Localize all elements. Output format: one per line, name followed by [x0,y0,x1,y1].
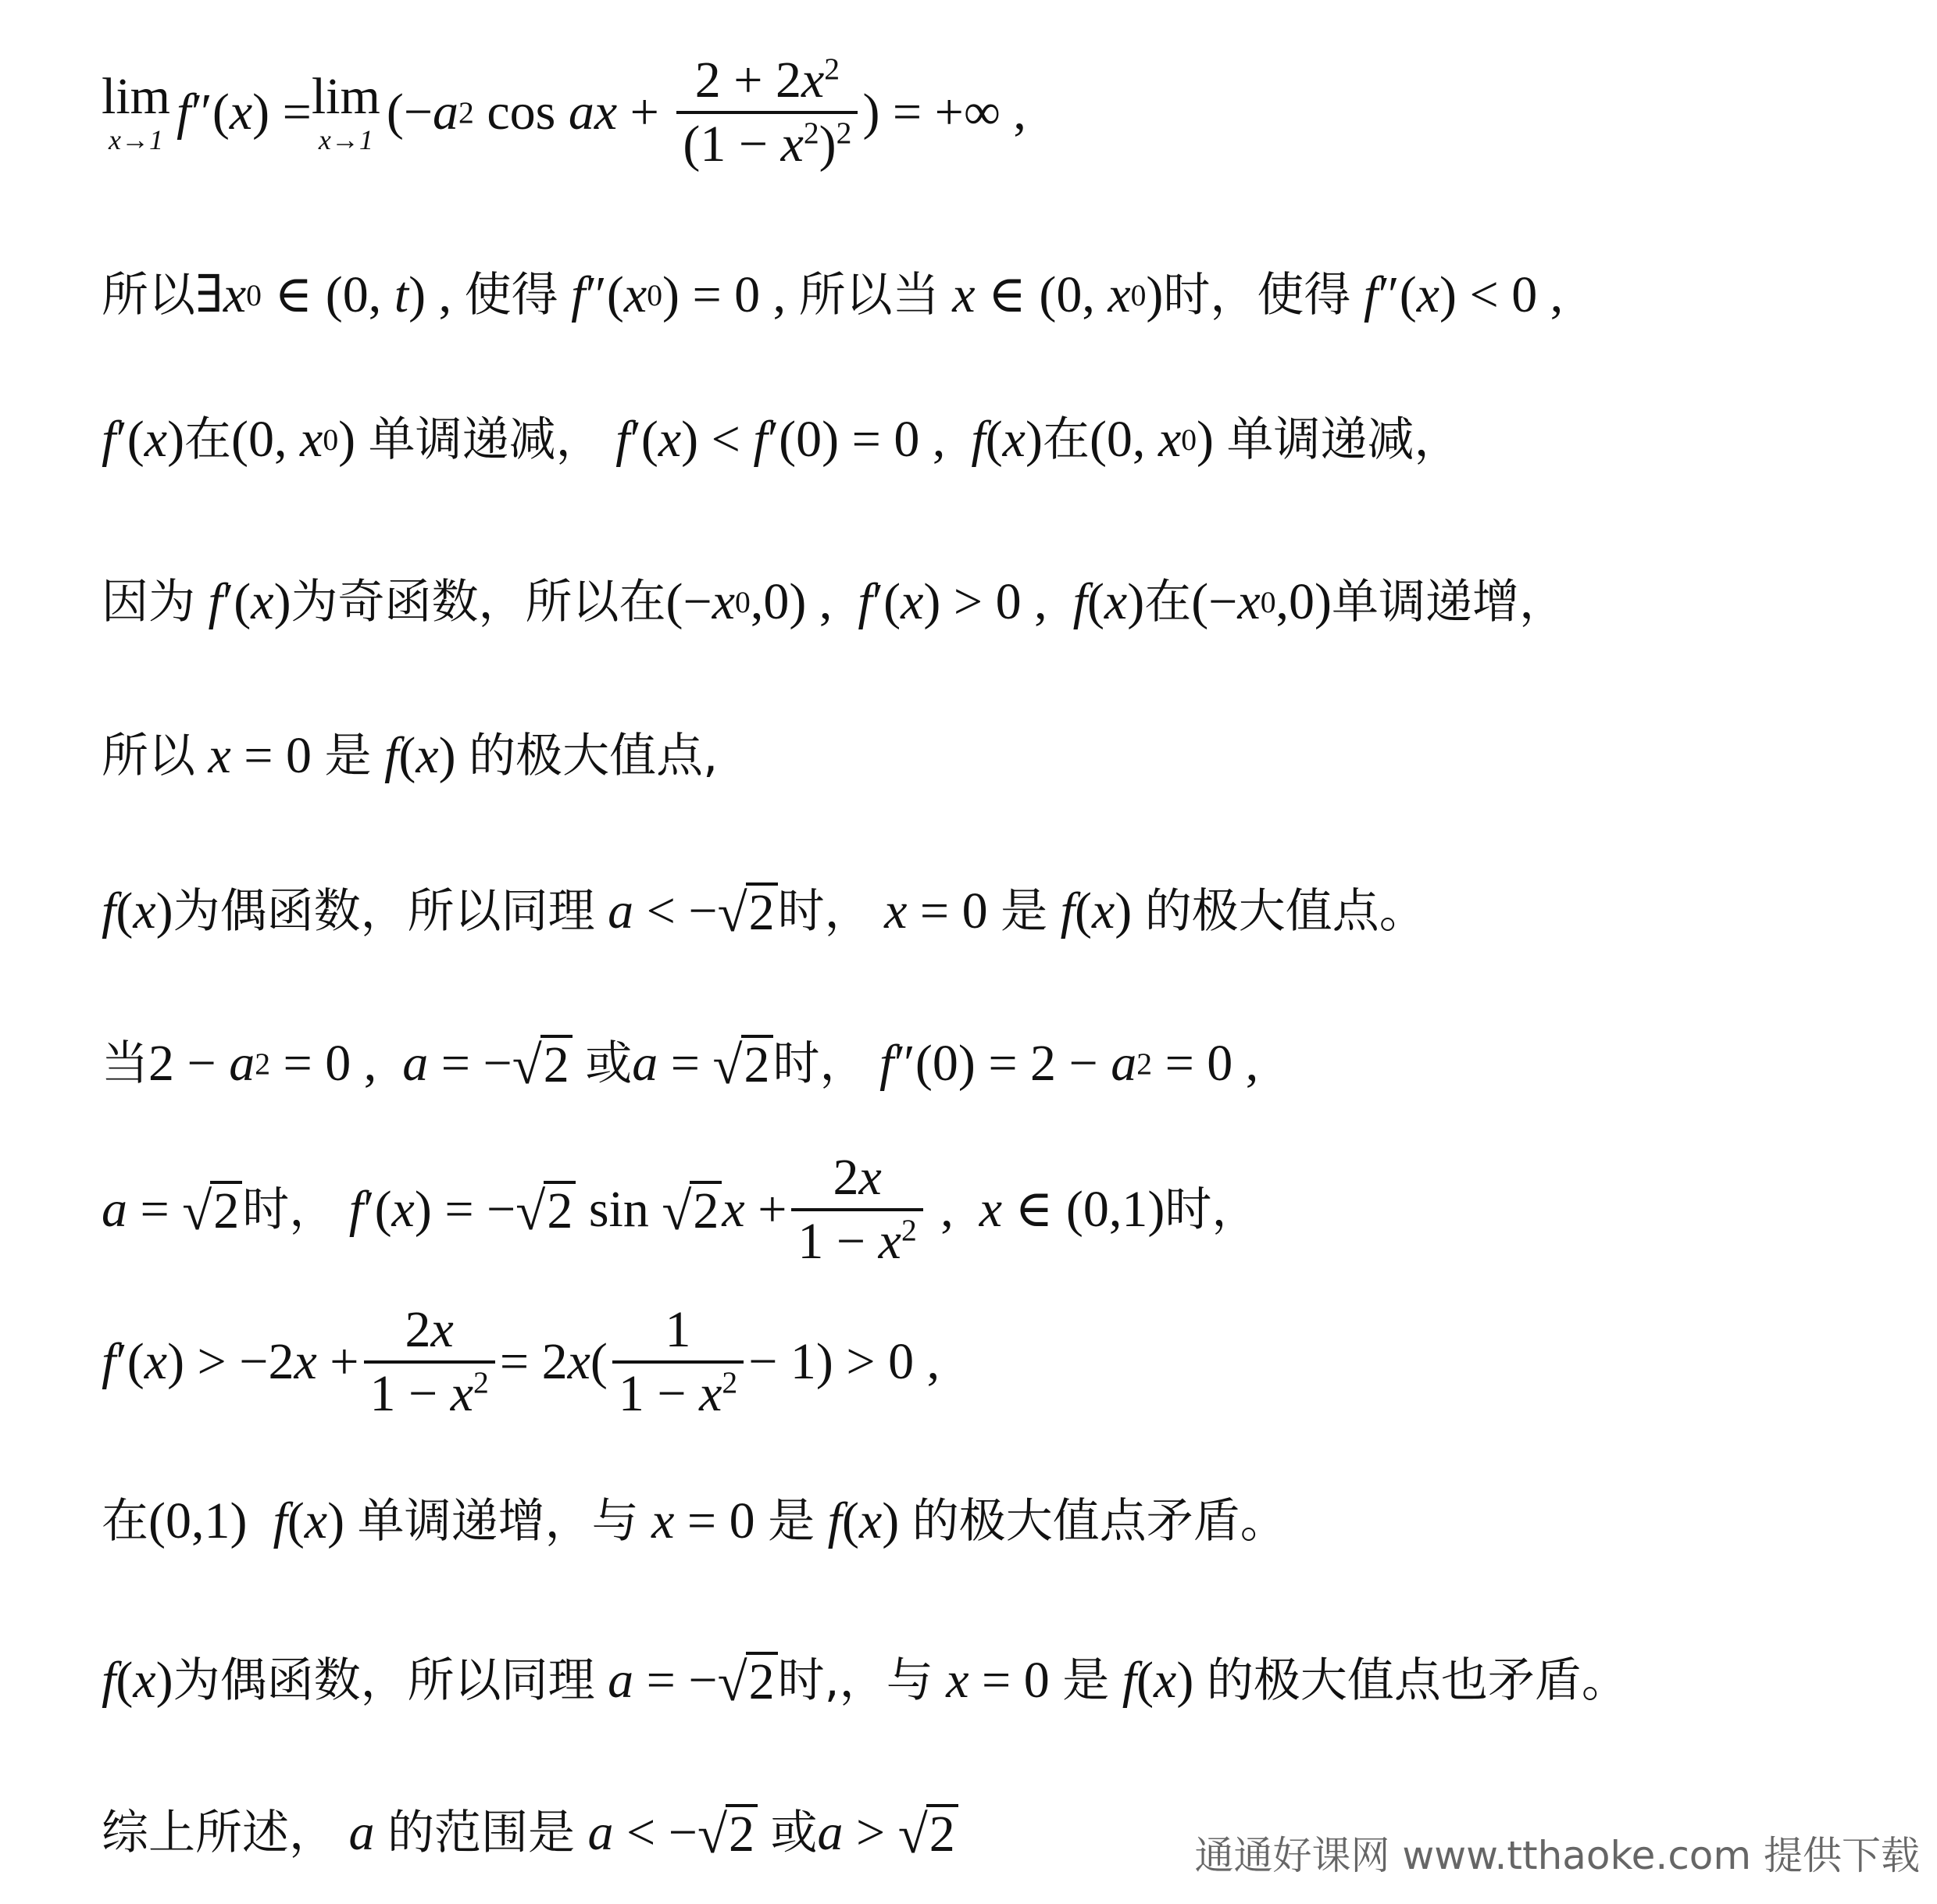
sqrt: √ 2 [718,882,778,940]
formula-line-1: lim x→1 f ″( x ) = lim x→1 (− a 2 cos ax + $\frac{2 + 2x^2}{(1 - x^2)^2}$ ) = +∞ , [102,52,1026,173]
text-fragment: 是 [768,1494,815,1549]
text-fragment: 也矛盾 [1440,1653,1582,1708]
sqrt: √ 2 [718,1652,778,1709]
text-fragment: 是 [324,729,372,783]
text-line-11: f ( x ) 为偶函数 ， 所以同理 a = − √ 2 时 ,， 与 x = 0 是 f ( x ) 的极大值点 也矛盾 。 [102,1651,1628,1712]
text-fragment: 综上所述 [102,1805,289,1860]
text-fragment: 单调递减 [1226,412,1414,467]
text-line-7: 当 2 − a 2 = 0 , a = − √ 2 或 a = √ 2 时 ， f ″(0) = 2 − a 2 = 0 , [102,1034,1259,1095]
sqrt: √ 2 [898,1804,958,1861]
text-line-3: f ′( x ) 在 (0, x 0 ) 单调递减 ， f ′( x ) < f ′(0) = 0 , f ( x ) 在 (0, x 0 ) 单调递减 ， [102,411,1461,468]
fraction: $\frac{2 + 2x^2}{(1 - x^2)^2}$ [676,55,858,170]
text-fragment: 在 [102,1494,148,1549]
text-fragment: 与 [591,1494,639,1549]
text-fragment: 所以同理 [407,883,595,939]
text-fragment: 矛盾 [1146,1494,1240,1549]
text-fragment: 当 [102,1036,148,1091]
text-fragment: 时 [1165,1182,1212,1237]
text-fragment: 在 [1042,412,1090,467]
text-fragment: 与 [886,1653,933,1708]
text-line-2: 所以 ∃ x 0 ∈ (0, t ) , 使得 f ″( x 0 ) = 0 , 所以当 x ∈ (0, x 0 ) 时 ， 使得 f ″( x ) < 0 , [102,266,1564,323]
sqrt: √ 2 [182,1181,242,1238]
fraction: $\frac{1}{1 - x^2}$ [612,1304,744,1420]
text-line-10: 在 (0,1) f ( x ) 单调递增 ， 与 x = 0 是 f ( x ) 的极大值点 矛盾 。 [102,1492,1287,1549]
text-fragment: 单调递增 [1331,575,1519,629]
sqrt: √ 2 [697,1804,758,1861]
text-fragment: 因为 [102,575,195,629]
text-fragment: 时 [242,1182,290,1237]
text-fragment: 为奇函数 [291,575,479,629]
text-line-5: 所以 x = 0 是 f ( x ) 的极大值点 , [102,727,719,784]
text-fragment: 所以同理 [407,1653,595,1708]
text-fragment: 单调递减 [368,412,556,467]
text-fragment: 时 [777,1653,825,1708]
text-fragment: 所以 [102,268,195,323]
text-fragment: 或 [585,1036,633,1091]
text-fragment: 是 [1062,1653,1110,1708]
text-fragment: 所以在 [525,575,666,629]
text-fragment: 单调递增 [357,1494,545,1549]
text-fragment: 所以当 [798,268,940,323]
text-fragment: 的极大值点 [911,1494,1147,1549]
text-fragment: 时 [777,883,825,939]
fraction: $\frac{2x}{1 - x^2}$ [791,1152,922,1268]
sqrt: √ 2 [662,1181,722,1238]
formula-line-9: f ′( x ) > −2 x + $\frac{2x}{1 - x^2}$ = 2 x ( $\frac{1}{1 - x^2}$ − 1) > 0 , [102,1301,940,1422]
text-fragment: 为偶函数 [173,883,361,939]
text-fragment: 为偶函数 [173,1653,361,1708]
text-fragment: 时 [1163,268,1211,323]
limit-operator: lim x→1 [311,68,380,155]
text-line-4: 因为 f ′( x ) 为奇函数 ， 所以在 (− x 0 ,0) , f ′( x ) > 0 , f ( x ) 在 (− x 0 ,0) 单调递增 ， [102,573,1566,630]
limit-operator: lim x→1 [102,68,171,155]
text-fragment: 在 [1144,575,1192,629]
text-fragment: 使得 [464,268,558,323]
text-fragment: 的极大值点 [1206,1653,1441,1708]
text-fragment: 时 [772,1036,820,1091]
text-fragment: 的极大值点 [1144,883,1379,939]
sqrt: √ 2 [512,1035,573,1092]
text-line-6: f ( x ) 为偶函数 ， 所以同理 a < − √ 2 时 ， x = 0 是 f ( x ) 的极大值点 。 [102,882,1426,943]
text-fragment: 的范围是 [387,1805,575,1860]
sqrt: √ 2 [713,1035,773,1092]
text-fragment: 使得 [1257,268,1351,323]
text-fragment: 是 [1001,883,1048,939]
watermark-text: 通通好课网 www.tthaoke.com 提供下载 [1194,1833,1920,1878]
text-fragment: 的极大值点 [469,729,704,783]
text-fragment: 或 [770,1805,818,1860]
text-fragment: 所以 [102,729,195,783]
formula-line-8: a = √ 2 时 ， f ′( x ) = − √ 2 sin √ 2 x + $\frac{2x}{1 - x^2}$ , x ∈ (0,1) 时 ， [102,1149,1259,1270]
fraction: $\frac{2x}{1 - x^2}$ [364,1304,495,1420]
text-line-12: 综上所述 ， a 的范围是 a < − √ 2 或 a > √ 2 [102,1804,1890,1861]
text-fragment: 在 [184,412,232,467]
sqrt: √ 2 [515,1181,576,1238]
